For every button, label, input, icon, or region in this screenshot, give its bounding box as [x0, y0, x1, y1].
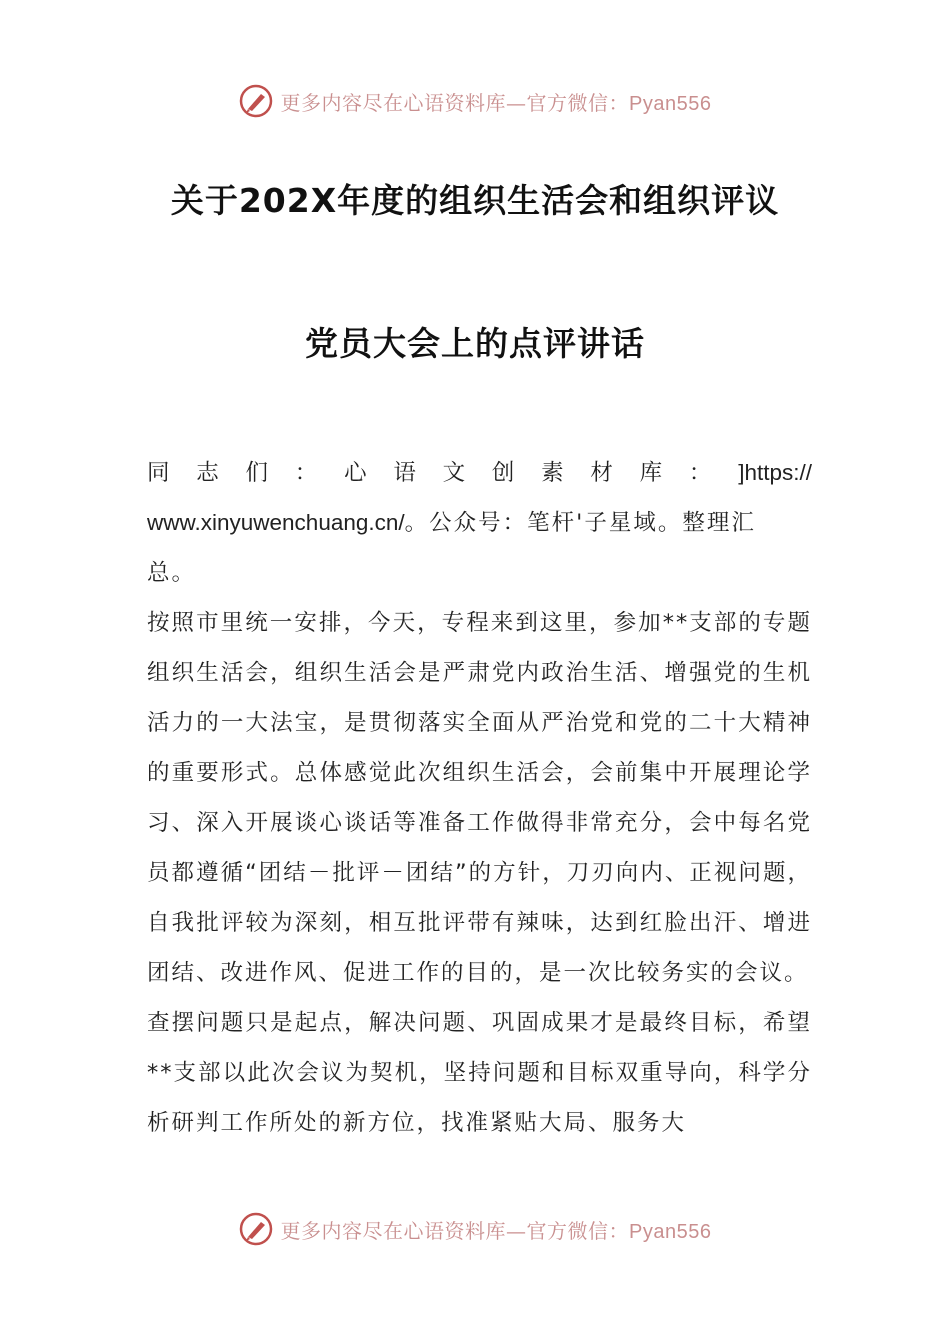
document-body	[147, 448, 812, 1148]
greeting-char: ：	[294, 460, 318, 486]
greeting-char: 们	[245, 460, 269, 486]
greeting-line-3: 总。	[147, 560, 197, 586]
greeting-char: 材	[590, 460, 613, 486]
watermark-text: 更多内容尽在心语资料库—官方微信：Pyan556	[280, 90, 712, 115]
greeting-char: 库	[639, 460, 663, 486]
greeting-char: 志	[196, 460, 219, 486]
wechat-id: Pyan556	[629, 1220, 712, 1243]
greeting-char: 文	[442, 460, 466, 486]
paragraph-2: 查摆问题只是起点，解决问题、巩固成果才是最终目标，希望**支部以此次会议为契机，坚持问题和目标双重导向，科学分析研判工作所处的新方位，找准紧贴大局、服务大	[147, 1010, 812, 1136]
greeting-char: 心	[344, 460, 367, 486]
pen-logo-icon	[239, 1212, 273, 1246]
greeting-char: 创	[491, 460, 515, 486]
watermark-text: 更多内容尽在心语资料库—官方微信：Pyan556	[280, 1218, 712, 1243]
document-title-line-1: 关于202X年度的组织生活会和组织评议	[170, 181, 780, 220]
paragraph-1: 按照市里统一安排，今天，专程来到这里，参加**支部的专题组织生活会，组织生活会是严肃党内政治生活、增强党的生机活力的一大法宝，是贯彻落实全面从严治党和党的二十大精神的重要形式。总体感觉此次组织生活会，会前集中开展理论学习、深入开展谈心谈话等准备工作做得非常充分，会中每名党员都遵循“团结－批评－团结”的方针，刀刃向内、正视问题，自我批评较为深刻，相互批评带有辣味，达到红脸出汗、增进团结、改进作风、促进工作的目的，是一次比较务实的会议。	[147, 610, 812, 986]
document-title-line-2: 党员大会上的点评讲话	[305, 324, 645, 363]
greeting-char: 语	[393, 460, 416, 486]
wechat-id: Pyan556	[629, 92, 712, 115]
watermark-banner-top	[0, 84, 950, 118]
greeting-line-2	[147, 498, 812, 548]
watermark-banner-bottom	[0, 1212, 950, 1246]
pen-logo-icon	[239, 84, 273, 118]
greeting-url-start: ]https://	[738, 460, 812, 485]
greeting-url: www.xinyuwenchuang.cn/	[147, 510, 405, 535]
greeting-line-2-rest: 。公众号：笔杆'子星域。整理汇	[404, 510, 756, 536]
greeting-char: ：	[688, 460, 712, 486]
greeting-char: 同	[147, 460, 170, 486]
greeting-line	[147, 448, 812, 498]
greeting-char: 素	[541, 460, 564, 486]
